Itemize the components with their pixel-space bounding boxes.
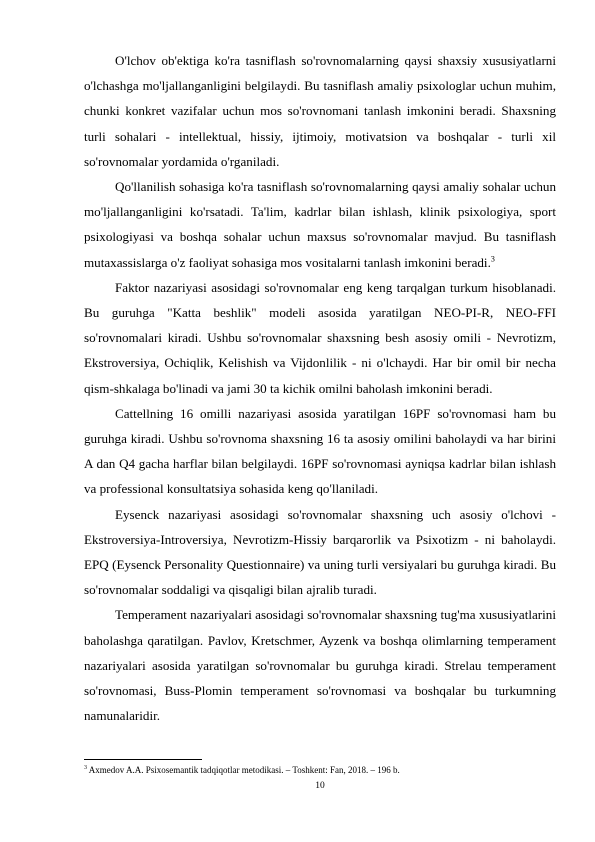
footnote-text: Axmedov A.A. Psixosemantik tadqiqotlar metodikasi. – Toshkent: Fan, 2018. – 196 b. (88, 765, 400, 775)
footnote (84, 764, 556, 776)
paragraph-temperament-theories (84, 602, 556, 728)
paragraph-application-field (84, 174, 556, 275)
paragraph-text: O'lchov ob'ektiga ko'ra tasniflash so'rovnomalarning qaysi shaxsiy xususiyatlarni o'lchashga mo'ljallanganligini belgilaydi. Bu tasniflash amaliy psixologlar uchun muhim, chunki konkret vazifalar uchun mos so'rovnomani tanlash imkonini beradi. Shaxsning turli sohalari - intellektual, hissiy, ijtimoiy, motivatsion va boshqalar - turli xil so'rovnomalar yordamida o'rganiladi. (84, 53, 556, 169)
footnote-mark: 3 (84, 765, 87, 771)
paragraph-text: Temperament nazariyalari asosidagi so'rovnomalar shaxsning tug'ma xususiyatlarini baholashga qaratilgan. Pavlov, Kretschmer, Ayzenk va boshqa olimlarning temperament nazariyalari asosida yaratilgan so'rovnomalar bu guruhga kiradi. Strelau temperament so'rovnomasi, Buss-Plomin temperament so'rovnomasi va boshqalar bu turkumning namunalaridir. (84, 607, 556, 724)
paragraph-text: Qo'llanilish sohasiga ko'ra tasniflash so'rovnomalarning qaysi amaliy sohalar uchun mo'ljallanganligini ko'rsatadi. Ta'lim, kadrlar bilan ishlash, klinik psixologiya, sport psixologiyasi va boshqa sohalar uchun maxsus so'rovnomalar mavjud. Bu tasniflash mutaxassislarga o'z faoliyat sohasiga mos vositalarni tanlash imkonini beradi. (84, 179, 556, 270)
paragraph-text: Faktor nazariyasi asosidagi so'rovnomalar eng keng tarqalgan turkum hisoblanadi. Bu guruhga "Katta beshlik" modeli asosida yaratilgan NEO-PI-R, NEO-FFI so'rovnomalari kiradi. Ushbu so'rovnomalar shaxsning besh asosiy omili - Nevrotizm, Ekstroversiya, Ochiqlik, Kelishish va Vijdonlilik - ni o'lchaydi. Har bir omil bir necha qism-shkalaga bo'linadi va jami 30 ta kichik omilni baholash imkonini beradi. (84, 279, 556, 396)
paragraph-text: Cattellning 16 omilli nazariyasi asosida yaratilgan 16PF so'rovnomasi ham bu guruhga kiradi. Ushbu so'rovnoma shaxsning 16 ta asosiy omilini baholaydi va har birini A dan Q4 gacha harflar bilan belgilaydi. 16PF so'rovnomasi ayniqsa kadrlar bilan ishlash va professional konsultatsiya sohasida keng qo'llaniladi. (84, 405, 556, 497)
paragraph-measurement-object (84, 48, 556, 174)
paragraph-factor-theory (84, 275, 556, 401)
paragraph-cattell-16pf (84, 401, 556, 502)
page-number: 10 (315, 781, 325, 791)
footnote-separator (84, 759, 202, 760)
footnote-reference[interactable]: 3 (490, 254, 495, 264)
paragraph-text: Eysenck nazariyasi asosidagi so'rovnomalar shaxsning uch asosiy o'lchovi - Ekstroversiya-Introversiya, Nevrotizm-Hissiy barqarorlik va Psixotizm - ni baholaydi. EPQ (Eysenck Personality Questionnaire) va uning turli versiyalari bu guruhga kiradi. Bu so'rovnomalar soddaligi va qisqaligi bilan ajralib turadi. (84, 506, 556, 598)
paragraph-eysenck-theory (84, 502, 556, 603)
body-text (84, 48, 556, 728)
